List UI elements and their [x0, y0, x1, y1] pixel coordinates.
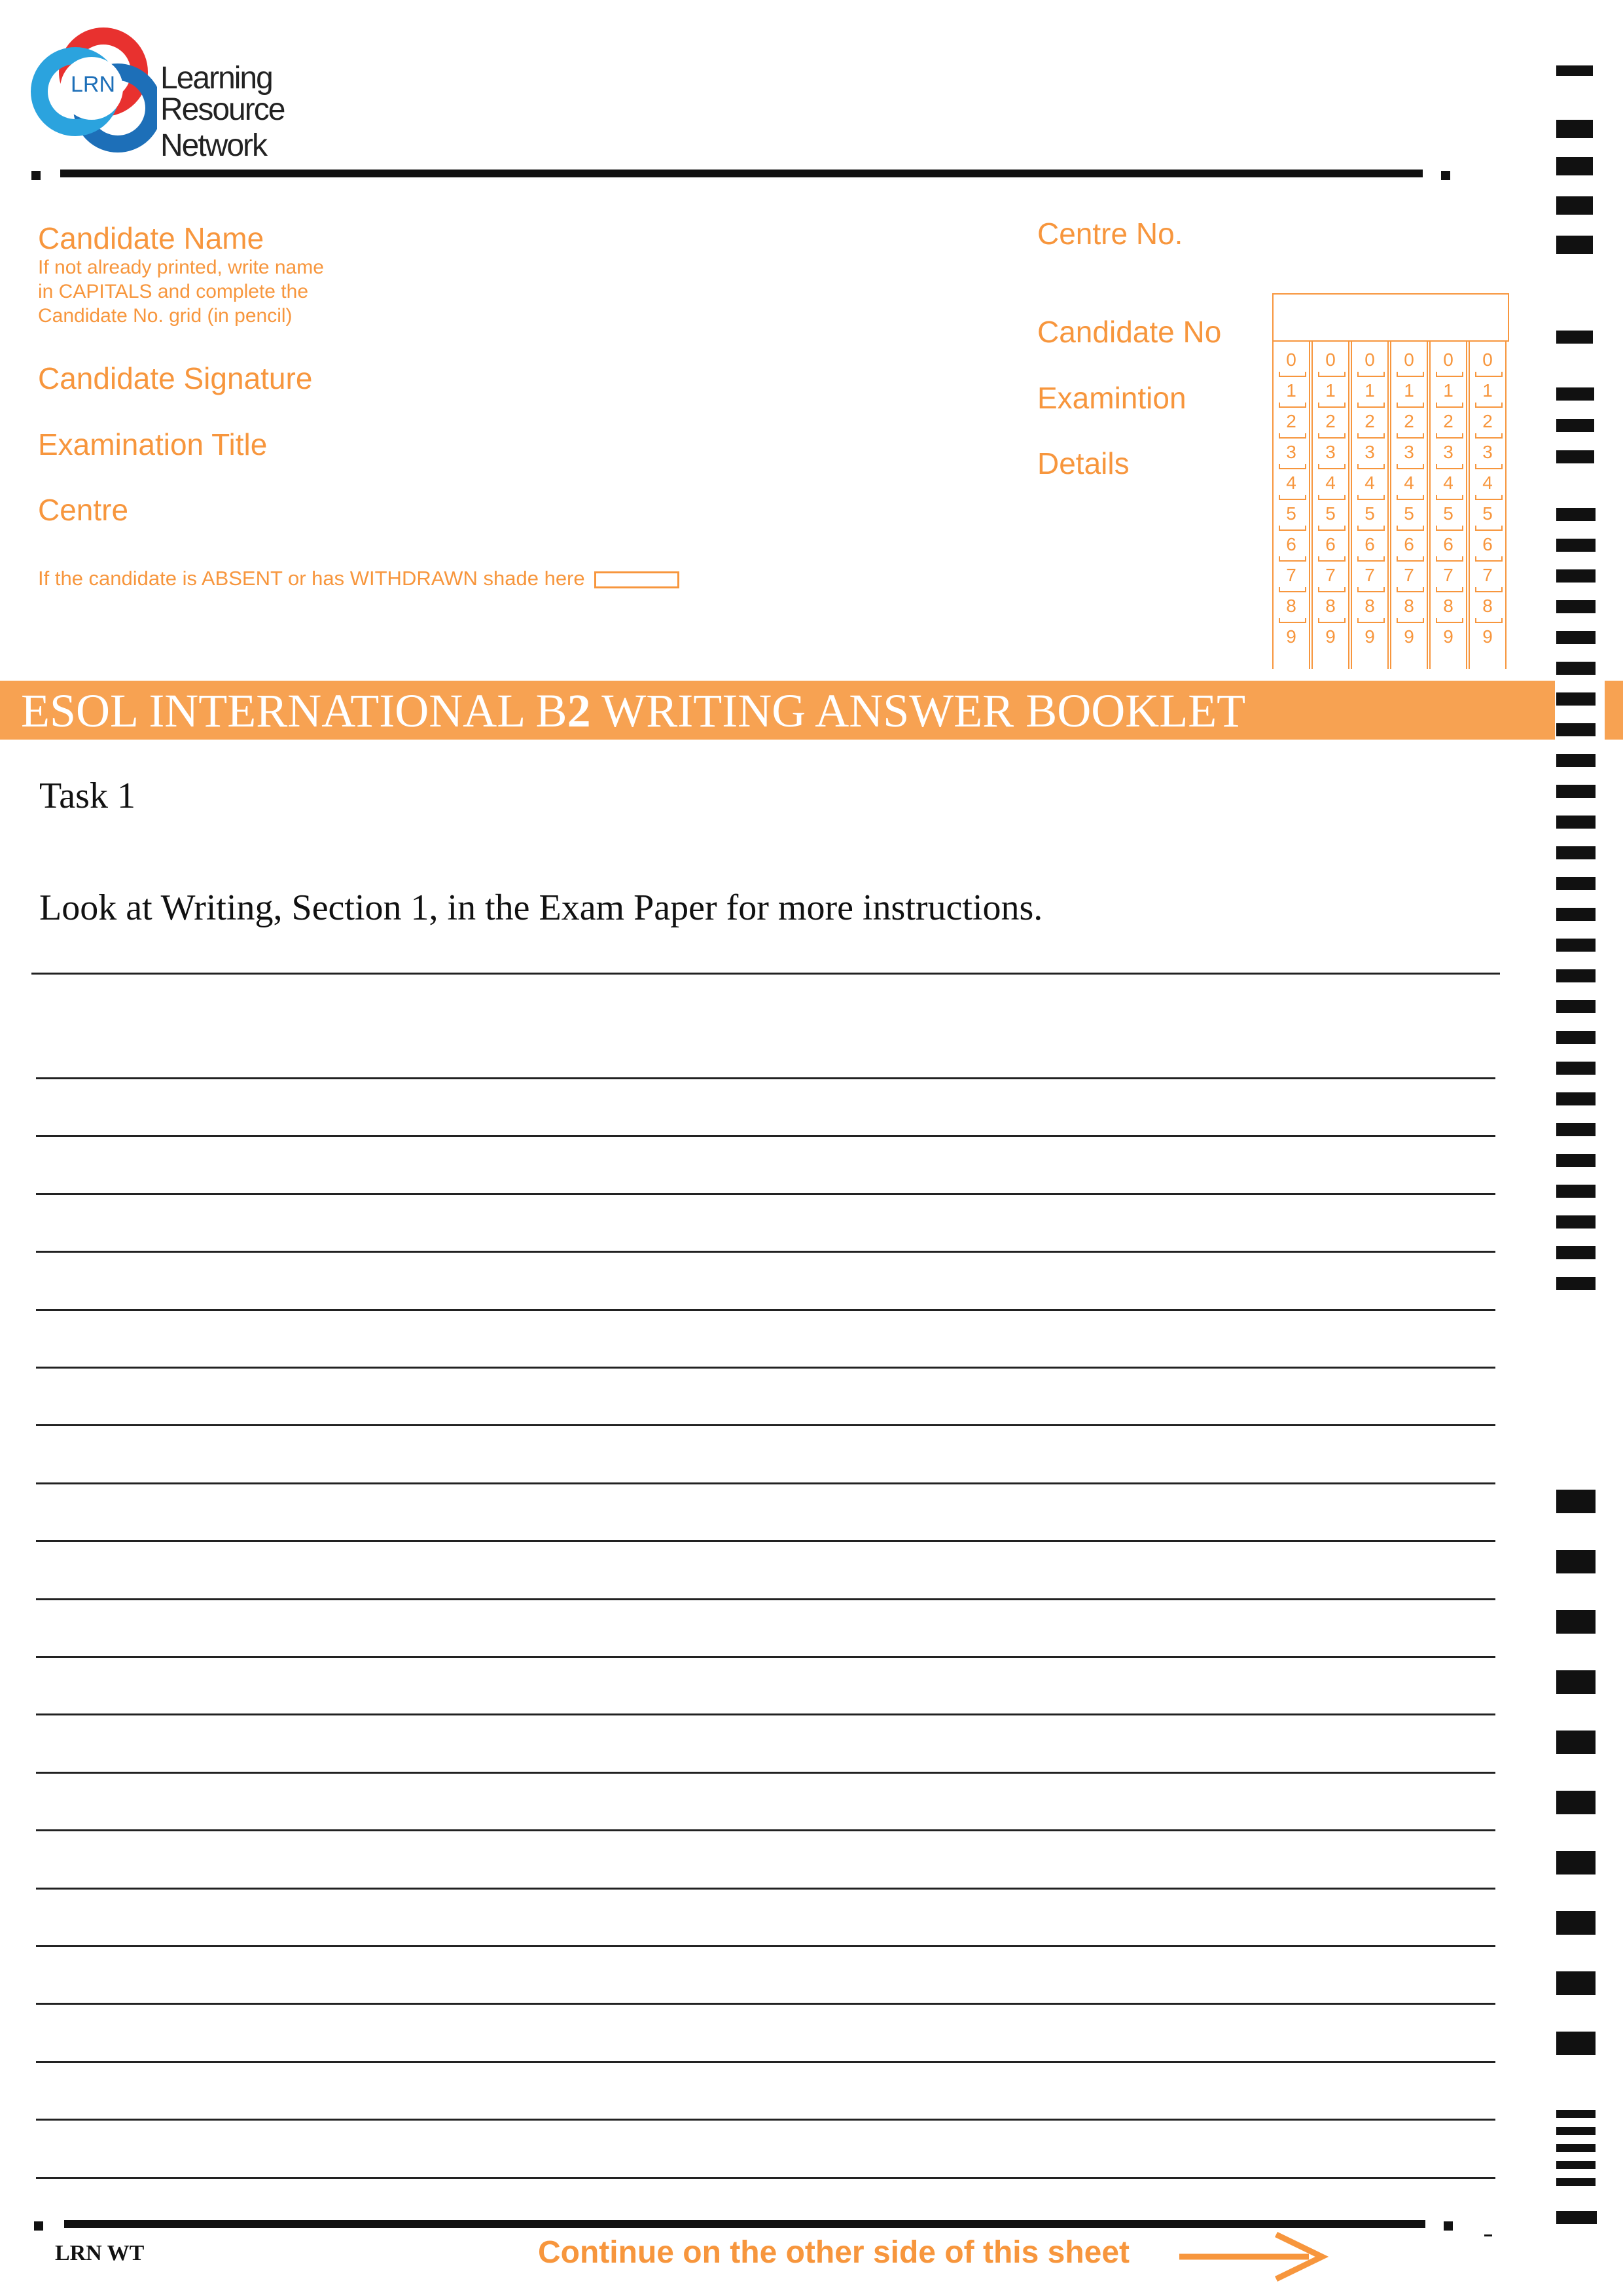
grid-digit-bracket — [1475, 587, 1503, 592]
grid-digit[interactable]: 7 — [1325, 565, 1336, 585]
grid-column — [1311, 342, 1349, 669]
timing-mark — [1556, 846, 1596, 859]
grid-digit-bracket — [1436, 556, 1463, 562]
candidate-name-note-line: Candidate No. grid (in pencil) — [38, 305, 293, 327]
grid-digit[interactable]: 4 — [1443, 473, 1454, 493]
grid-digit[interactable]: 5 — [1364, 503, 1375, 524]
timing-mark — [1556, 1123, 1596, 1136]
grid-digit[interactable]: 8 — [1482, 596, 1493, 616]
answer-line[interactable] — [36, 1656, 1495, 1658]
task-instruction: Look at Writing, Section 1, in the Exam Paper for more instructions. — [39, 888, 1043, 928]
grid-column — [1469, 342, 1507, 669]
grid-digit-bracket — [1357, 618, 1385, 623]
grid-digit[interactable]: 6 — [1404, 534, 1414, 554]
grid-digit-bracket — [1397, 587, 1424, 592]
answer-line[interactable] — [36, 1888, 1495, 1890]
timing-mark — [1556, 236, 1593, 254]
answer-area-top-rule — [31, 973, 1500, 975]
examination-label: Examintion — [1037, 381, 1186, 415]
booklet-title-part1: ESOL INTERNATIONAL B — [21, 685, 567, 737]
grid-digit[interactable]: 1 — [1482, 380, 1493, 401]
grid-digit[interactable]: 5 — [1286, 503, 1296, 524]
timing-mark — [1556, 908, 1596, 921]
candidate-name-note-line: If not already printed, write name — [38, 257, 324, 278]
timing-mark — [1556, 1610, 1596, 1634]
grid-digit[interactable]: 6 — [1482, 534, 1493, 554]
answer-line[interactable] — [36, 1367, 1495, 1369]
logo-line2: Resource Network — [160, 92, 285, 163]
answer-line[interactable] — [36, 1772, 1495, 1774]
grid-digit[interactable]: 3 — [1482, 442, 1493, 462]
timing-mark — [1556, 1215, 1596, 1229]
grid-digit-bracket — [1357, 495, 1385, 500]
grid-digit[interactable]: 3 — [1286, 442, 1296, 462]
candidate-name-label: Candidate Name — [38, 221, 264, 255]
logo-badge-text: LRN — [71, 72, 116, 97]
timing-mark — [1556, 1154, 1596, 1167]
grid-digit-bracket — [1318, 587, 1346, 592]
timing-mark — [1556, 2144, 1596, 2152]
timing-mark — [1556, 2211, 1597, 2224]
grid-digit-bracket — [1279, 372, 1306, 377]
grid-digit[interactable]: 2 — [1286, 411, 1296, 431]
candidate-name-note-line: in CAPITALS and complete the — [38, 281, 308, 302]
timing-mark — [1556, 157, 1593, 175]
grid-column — [1390, 342, 1428, 669]
grid-digit-bracket — [1357, 526, 1385, 531]
grid-digit[interactable]: 5 — [1482, 503, 1493, 524]
grid-digit[interactable]: 4 — [1364, 473, 1375, 493]
grid-digit-bracket — [1318, 433, 1346, 439]
candidate-name-note — [38, 255, 324, 328]
booklet-title — [21, 683, 1245, 738]
grid-digit[interactable]: 1 — [1325, 380, 1336, 401]
grid-digit[interactable]: 3 — [1404, 442, 1414, 462]
timing-mark — [1556, 2127, 1596, 2135]
bottom-rule-right-mark — [1444, 2221, 1453, 2231]
candidate-no-grid — [1272, 293, 1509, 670]
timing-mark — [1556, 816, 1596, 829]
grid-digit-bracket — [1436, 403, 1463, 408]
answer-line[interactable] — [36, 1135, 1495, 1137]
grid-digit-bracket — [1397, 618, 1424, 623]
timing-mark — [1556, 1911, 1596, 1935]
booklet-title-part2: WRITING ANSWER BOOKLET — [590, 685, 1246, 737]
grid-digit[interactable]: 8 — [1443, 596, 1454, 616]
answer-line[interactable] — [36, 1945, 1495, 1947]
grid-digit[interactable]: 9 — [1482, 626, 1493, 647]
timing-mark — [1556, 1062, 1596, 1075]
examination-title-label: Examination Title — [38, 427, 268, 461]
answer-line[interactable] — [36, 1598, 1495, 1600]
grid-digit-bracket — [1279, 587, 1306, 592]
candidate-signature-label: Candidate Signature — [38, 361, 313, 395]
grid-digit[interactable]: 4 — [1325, 473, 1336, 493]
title-banner-edge — [1605, 681, 1623, 740]
grid-digit[interactable]: 0 — [1364, 350, 1375, 370]
timing-mark — [1556, 1731, 1596, 1754]
grid-digit-bracket — [1279, 556, 1306, 562]
timing-mark — [1556, 2178, 1596, 2186]
timing-mark — [1556, 1277, 1596, 1290]
booklet-title-level: 2 — [567, 685, 591, 737]
centre-label: Centre — [38, 493, 129, 527]
grid-digit-bracket — [1475, 403, 1503, 408]
grid-digit-bracket — [1397, 464, 1424, 469]
grid-digit[interactable]: 8 — [1404, 596, 1414, 616]
grid-digit-bracket — [1318, 495, 1346, 500]
grid-digit[interactable]: 8 — [1325, 596, 1336, 616]
timing-mark — [1556, 1971, 1596, 1995]
answer-line[interactable] — [36, 2177, 1495, 2179]
grid-digit[interactable]: 2 — [1443, 411, 1454, 431]
task-heading: Task 1 — [39, 776, 135, 816]
grid-digit[interactable]: 0 — [1443, 350, 1454, 370]
grid-digit[interactable]: 9 — [1404, 626, 1414, 647]
grid-digit-bracket — [1357, 556, 1385, 562]
grid-digit-bracket — [1279, 618, 1306, 623]
grid-digit-bracket — [1436, 464, 1463, 469]
bottom-rule — [64, 2220, 1425, 2228]
grid-digit[interactable]: 1 — [1404, 380, 1414, 401]
grid-digit[interactable]: 0 — [1404, 350, 1414, 370]
grid-digit[interactable]: 4 — [1286, 473, 1296, 493]
grid-digit[interactable]: 7 — [1364, 565, 1375, 585]
grid-digit-bracket — [1357, 587, 1385, 592]
grid-column — [1272, 342, 1310, 669]
grid-digit[interactable]: 4 — [1482, 473, 1493, 493]
timing-mark — [1556, 877, 1596, 890]
answer-line[interactable] — [36, 1077, 1495, 1079]
answer-line[interactable] — [36, 1713, 1495, 1715]
grid-digit-bracket — [1397, 495, 1424, 500]
centre-no-label: Centre No. — [1037, 217, 1183, 251]
grid-digit[interactable]: 5 — [1443, 503, 1454, 524]
candidate-no-label: Candidate No — [1037, 315, 1222, 349]
candidate-no-write-box[interactable] — [1272, 293, 1509, 342]
grid-digit-bracket — [1318, 526, 1346, 531]
grid-digit-bracket — [1475, 618, 1503, 623]
grid-digit-bracket — [1318, 556, 1346, 562]
grid-digit-bracket — [1357, 372, 1385, 377]
lrn-logo — [26, 26, 393, 163]
grid-digit-bracket — [1475, 464, 1503, 469]
grid-digit[interactable]: 5 — [1325, 503, 1336, 524]
timing-mark — [1556, 419, 1594, 432]
grid-digit-bracket — [1357, 403, 1385, 408]
timing-mark — [1556, 120, 1593, 138]
grid-digit[interactable]: 7 — [1286, 565, 1296, 585]
timing-mark — [1556, 1246, 1596, 1259]
grid-digit[interactable]: 6 — [1364, 534, 1375, 554]
grid-digit[interactable]: 3 — [1443, 442, 1454, 462]
grid-digit[interactable]: 3 — [1364, 442, 1375, 462]
timing-mark — [1556, 1791, 1596, 1814]
logo-line1: Learning — [160, 61, 272, 96]
timing-mark — [1556, 785, 1596, 798]
grid-digit-bracket — [1397, 403, 1424, 408]
grid-digit-bracket — [1318, 618, 1346, 623]
top-rule-right-mark — [1441, 171, 1450, 180]
timing-mark — [1556, 450, 1594, 463]
grid-digit[interactable]: 2 — [1364, 411, 1375, 431]
answer-line[interactable] — [36, 2061, 1495, 2063]
grid-digit-bracket — [1436, 495, 1463, 500]
grid-digit-bracket — [1475, 526, 1503, 531]
grid-digit-bracket — [1436, 433, 1463, 439]
timing-mark — [1556, 1031, 1596, 1044]
grid-digit[interactable]: 6 — [1325, 534, 1336, 554]
answer-line[interactable] — [36, 2003, 1495, 2005]
grid-digit-bracket — [1475, 495, 1503, 500]
grid-digit[interactable]: 9 — [1443, 626, 1454, 647]
timing-mark — [1556, 539, 1596, 552]
grid-digit-bracket — [1436, 526, 1463, 531]
timing-mark — [1556, 2032, 1596, 2055]
grid-digit-bracket — [1436, 618, 1463, 623]
timing-mark — [1556, 1670, 1596, 1694]
timing-mark — [1556, 1092, 1596, 1105]
answer-line[interactable] — [36, 1829, 1495, 1831]
grid-digit[interactable]: 9 — [1325, 626, 1336, 647]
footer-code: LRN WT — [55, 2241, 145, 2265]
grid-digit-bracket — [1475, 556, 1503, 562]
timing-mark — [1556, 1550, 1596, 1573]
answer-line[interactable] — [36, 1309, 1495, 1311]
bottom-rule-left-mark — [34, 2221, 43, 2231]
grid-digit-bracket — [1279, 464, 1306, 469]
grid-column — [1351, 342, 1389, 669]
grid-digit-bracket — [1436, 372, 1463, 377]
grid-digit[interactable]: 3 — [1325, 442, 1336, 462]
timing-mark — [1556, 631, 1596, 644]
grid-digit[interactable]: 7 — [1404, 565, 1414, 585]
timing-mark — [1556, 723, 1596, 736]
grid-digit-bracket — [1318, 464, 1346, 469]
answer-line[interactable] — [36, 1424, 1495, 1426]
details-label: Details — [1037, 446, 1130, 480]
timing-mark — [1556, 1851, 1596, 1874]
grid-digit[interactable]: 2 — [1325, 411, 1336, 431]
grid-digit-bracket — [1279, 495, 1306, 500]
answer-line[interactable] — [36, 1251, 1495, 1253]
timing-mark — [1556, 2161, 1596, 2169]
arrow-right-icon — [1178, 2231, 1329, 2283]
grid-digit-bracket — [1397, 372, 1424, 377]
grid-digit[interactable]: 1 — [1286, 380, 1296, 401]
timing-mark — [1556, 600, 1596, 613]
answer-line[interactable] — [36, 1193, 1495, 1195]
timing-mark — [1556, 1490, 1596, 1513]
timing-mark — [1556, 1185, 1596, 1198]
top-rule-left-mark — [31, 171, 41, 180]
grid-digit-bracket — [1475, 372, 1503, 377]
grid-digit[interactable]: 5 — [1404, 503, 1414, 524]
grid-digit[interactable]: 0 — [1286, 350, 1296, 370]
grid-digit-bracket — [1397, 433, 1424, 439]
grid-digit[interactable]: 9 — [1286, 626, 1296, 647]
timing-mark — [1556, 196, 1593, 215]
absent-shade-box[interactable] — [594, 571, 679, 588]
absent-note — [38, 567, 679, 590]
grid-digit-bracket — [1397, 556, 1424, 562]
grid-digit[interactable]: 0 — [1325, 350, 1336, 370]
grid-digit[interactable]: 7 — [1482, 565, 1493, 585]
timing-mark — [1556, 508, 1596, 521]
absent-note-text: If the candidate is ABSENT or has WITHDRAWN shade here — [38, 567, 585, 590]
timing-mark — [1556, 662, 1596, 675]
grid-digit-bracket — [1279, 433, 1306, 439]
grid-digit[interactable]: 9 — [1364, 626, 1375, 647]
timing-mark — [1556, 754, 1596, 767]
grid-digit[interactable]: 6 — [1286, 534, 1296, 554]
grid-digit[interactable]: 8 — [1286, 596, 1296, 616]
answer-line[interactable] — [36, 1540, 1495, 1542]
answer-line[interactable] — [36, 2119, 1495, 2121]
timing-mark — [1556, 1000, 1596, 1013]
timing-mark — [1556, 387, 1594, 401]
grid-digit-bracket — [1279, 403, 1306, 408]
grid-digit[interactable]: 6 — [1443, 534, 1454, 554]
timing-mark — [1556, 939, 1596, 952]
answer-line[interactable] — [36, 1482, 1495, 1484]
timing-mark — [1556, 969, 1596, 982]
grid-digit-bracket — [1436, 587, 1463, 592]
footer-corner-mark — [1484, 2234, 1492, 2236]
grid-column — [1429, 342, 1467, 669]
grid-digit[interactable]: 8 — [1364, 596, 1375, 616]
timing-mark — [1556, 569, 1596, 583]
grid-digit[interactable]: 4 — [1404, 473, 1414, 493]
grid-digit[interactable]: 2 — [1404, 411, 1414, 431]
timing-mark — [1556, 331, 1593, 344]
grid-digit-bracket — [1475, 433, 1503, 439]
grid-digit-bracket — [1279, 526, 1306, 531]
grid-digit-bracket — [1357, 464, 1385, 469]
timing-mark — [1556, 65, 1593, 76]
grid-digit[interactable]: 2 — [1482, 411, 1493, 431]
top-rule — [60, 170, 1423, 177]
grid-digit-bracket — [1357, 433, 1385, 439]
grid-digit[interactable]: 0 — [1482, 350, 1493, 370]
timing-mark — [1556, 692, 1596, 706]
grid-digit[interactable]: 1 — [1443, 380, 1454, 401]
grid-digit-bracket — [1318, 372, 1346, 377]
grid-digit-bracket — [1397, 526, 1424, 531]
grid-digit[interactable]: 7 — [1443, 565, 1454, 585]
continue-text: Continue on the other side of this sheet — [538, 2235, 1130, 2270]
grid-digit-bracket — [1318, 403, 1346, 408]
timing-mark — [1556, 2110, 1596, 2118]
grid-digit[interactable]: 1 — [1364, 380, 1375, 401]
